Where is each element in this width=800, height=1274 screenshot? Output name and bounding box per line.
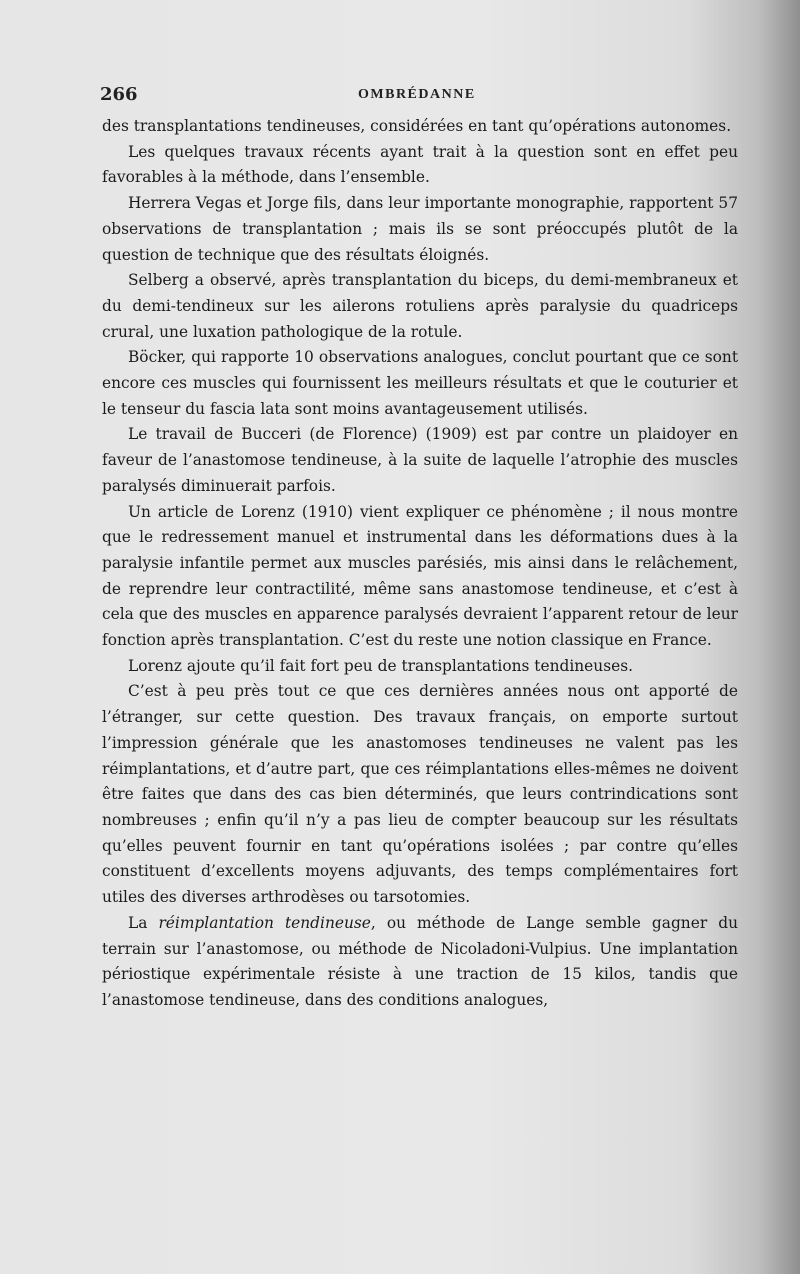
body-text — [102, 114, 738, 1014]
paragraph: des transplantations tendineuses, considérées en tant qu’opérations autonomes. — [102, 117, 732, 135]
emphasis-term: réimplantation tendineuse — [158, 913, 371, 932]
paragraph: Böcker, qui rapporte 10 observations analogues, conclut pourtant que ce sont encore ces muscles qui fournissent les meilleurs résultats et que le couturier et le tenseur du fascia lata sont moins avantageusement utilisés. — [102, 348, 738, 418]
paragraph: Lorenz ajoute qu’il fait fort peu de transplantations tendineuses. — [128, 656, 633, 675]
paragraph: Un article de Lorenz (1910) vient expliquer ce phénomène ; il nous montre que le redressement manuel et instrumental dans les déformations dues à la paralysie infantile permet aux muscles parésiés, mis ainsi dans le relâchement, de reprendre leur contractilité, même sans anastomose tendineuse, et c’est à cela que des muscles en apparence paralysés devraient l’apparent retour de leur fonction après transplantation. C’est du reste une notion classique en France. — [102, 502, 738, 650]
page-number: 266 — [100, 84, 138, 105]
paragraph: Selberg a observé, après transplantation du biceps, du demi-membraneux et du demi-tendineux sur les ailerons rotuliens après paralysie du quadriceps crural, une luxation pathologique de la rotule. — [102, 271, 738, 341]
paragraph: Herrera Vegas et Jorge fils, dans leur importante monographie, rapportent 57 observations de transplantation ; mais ils se sont préoccupés plutôt de la question de technique que des résultats éloignés. — [102, 194, 738, 264]
page-header — [100, 84, 738, 108]
paragraph — [102, 911, 738, 1014]
paragraph: C’est à peu près tout ce que ces dernières années nous ont apporté de l’étranger, sur cette question. Des travaux français, on emporte surtout l’impression générale que les anastomoses tendineuses ne valent pas les réimplantations, et d’autre part, que ces réimplantations elles-mêmes ne doivent être faites que dans des cas bien déterminés, que leurs contrindications sont nombreuses ; enfin qu’il n’y a pas lieu de compter beaucoup sur les résultats qu’elles peuvent fournir en tant qu’opérations isolées ; par contre qu’elles constituent d’excellents moyens adjuvants, des temps complémentaires fort utiles des diverses arthrodèses ou tarsotomies. — [102, 682, 738, 907]
paragraph-lead: La — [128, 913, 159, 932]
paragraph-rest: , ou méthode de Lange semble gagner du terrain sur l’anastomose, ou méthode de Nicoladoni-Vulpius. Une implantation périostique expérimentale résiste à une traction de 15 kilos, tandis que l’anastomose tendineuse, dans des conditions analogues, — [102, 913, 738, 1009]
paragraph: Le travail de Bucceri (de Florence) (1909) est par contre un plaidoyer en faveur de l’anastomose tendineuse, à la suite de laquelle l’atrophie des muscles paralysés diminuerait parfois. — [102, 425, 738, 495]
paragraph: Les quelques travaux récents ayant trait à la question sont en effet peu favorables à la méthode, dans l’ensemble. — [102, 142, 738, 187]
running-head: OMBRÉDANNE — [358, 87, 476, 102]
